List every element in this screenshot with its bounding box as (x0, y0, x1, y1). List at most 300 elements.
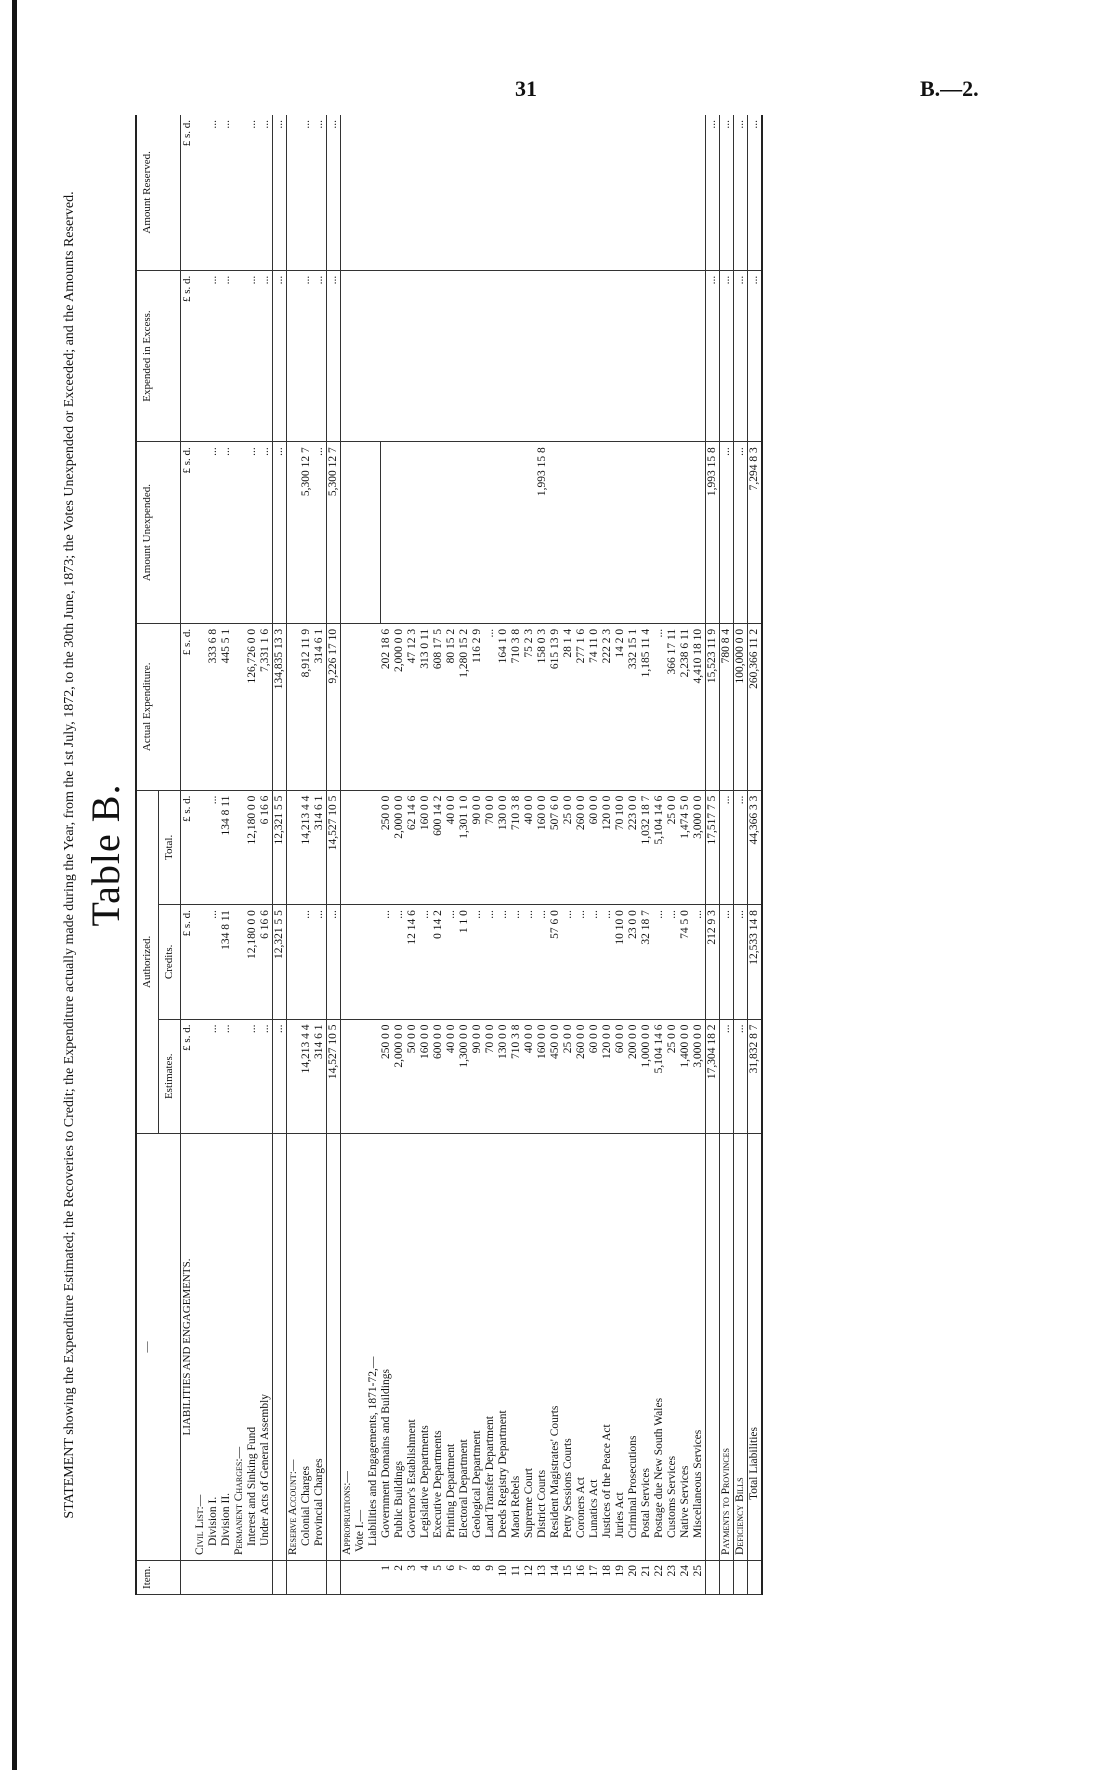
cell-credits: ... (588, 905, 601, 1019)
cell-estimates: ... (720, 1019, 734, 1133)
cell-estimates: ... (273, 1019, 287, 1133)
cell-actual: 9,226 17 10 (327, 623, 341, 790)
total-row (748, 115, 763, 1595)
cell-estimates: 160 0 0 (419, 1019, 432, 1133)
cell-total: 12,180 0 0 (246, 790, 259, 904)
unit-label: £ s. d. (181, 1019, 195, 1133)
cell-total: 600 14 2 (432, 790, 445, 904)
cell-credits: 6 16 6 (259, 905, 273, 1019)
cell-estimates: 5,104 14 6 (653, 1019, 666, 1133)
cell-actual: 1,280 15 2 (458, 623, 471, 790)
cell-actual: 333 6 8 (207, 623, 220, 790)
section-label-row (194, 115, 207, 1595)
cell-credits: ... (734, 905, 748, 1019)
item-number: 1 (380, 1561, 393, 1595)
cell-reserved: ... (720, 115, 734, 270)
cell-actual: 8,912 11 9 (300, 623, 313, 790)
table-body (181, 115, 381, 1595)
cell-credits: 134 8 11 (220, 905, 233, 1019)
header-estimates: Estimates. (159, 1019, 181, 1133)
cell-actual: 134,835 13 3 (273, 623, 287, 790)
cell-total: 17,517 7 5 (706, 790, 720, 904)
cell-estimates: 50 0 0 (406, 1019, 419, 1133)
header-credits: Credits. (159, 905, 181, 1019)
civil-list-label: Civil List:— (194, 1134, 207, 1561)
cell-actual: 2,238 6 11 (679, 623, 692, 790)
header-authorized: Authorized. (136, 790, 159, 1133)
cell-credits: ... (327, 905, 341, 1019)
cell-total: 130 0 0 (497, 790, 510, 904)
cell-total: 62 14 6 (406, 790, 419, 904)
table-row (246, 115, 259, 1595)
cell-excess: ... (246, 270, 259, 442)
cell-credits: ... (510, 905, 523, 1019)
cell-reserved: ... (273, 115, 287, 270)
cell-credits: ... (445, 905, 458, 1019)
cell-reserved: ... (300, 115, 313, 270)
row-label: Supreme Court (523, 1134, 536, 1561)
cell-actual: 366 17 11 (666, 623, 679, 790)
item-number: 6 (445, 1561, 458, 1595)
cell-credits: ... (601, 905, 614, 1019)
cell-actual: ... (653, 623, 666, 790)
cell-actual: 126,726 0 0 (246, 623, 259, 790)
cell-total: 160 0 0 (536, 790, 549, 904)
cell-excess: ... (313, 270, 327, 442)
cell-total: 25 0 0 (666, 790, 679, 904)
cell-actual: 277 1 6 (575, 623, 588, 790)
cell-credits: 212 9 3 (706, 905, 720, 1019)
item-number: 8 (471, 1561, 484, 1595)
row-label: Executive Departments (432, 1134, 445, 1561)
cell-actual: 158 0 3 (536, 623, 549, 790)
cell-estimates: 120 0 0 (601, 1019, 614, 1133)
cell-total: 134 8 11 (220, 790, 233, 904)
cell-excess: ... (748, 270, 763, 442)
cell-estimates: 70 0 0 (484, 1019, 497, 1133)
cell-reserved: ... (313, 115, 327, 270)
cell-credits: 12,533 14 8 (748, 905, 763, 1019)
row-label: Petty Sessions Courts (562, 1134, 575, 1561)
cell-total: 90 0 0 (471, 790, 484, 904)
item-number: 10 (497, 1561, 510, 1595)
table-row (720, 115, 734, 1595)
row-label: Provincial Charges (313, 1134, 327, 1561)
unit-label: £ s. d. (181, 623, 195, 790)
cell-unexpended: 5,300 12 7 (327, 442, 341, 624)
cell-reserved: ... (207, 115, 220, 270)
unit-label: £ s. d. (181, 270, 195, 442)
cell-actual: 445 5 1 (220, 623, 233, 790)
cell-estimates: 2,000 0 0 (393, 1019, 406, 1133)
cell-actual: 615 13 9 (549, 623, 562, 790)
cell-unexpended-grouped: 1,993 15 8 (380, 442, 706, 624)
page-reference: B.—2. (920, 76, 979, 101)
cell-reserved: ... (246, 115, 259, 270)
cell-excess: ... (706, 270, 720, 442)
cell-actual: 74 11 0 (588, 623, 601, 790)
item-number: 2 (393, 1561, 406, 1595)
cell-credits: 57 6 0 (549, 905, 562, 1019)
item-number: 22 (653, 1561, 666, 1595)
cell-total: 12,321 5 5 (273, 790, 287, 904)
cell-credits: ... (720, 905, 734, 1019)
appropriation-rows (380, 115, 706, 1595)
item-number: 21 (640, 1561, 653, 1595)
row-label: Governor's Establishment (406, 1134, 419, 1561)
item-number: 11 (510, 1561, 523, 1595)
cell-actual: 260,366 11 2 (748, 623, 763, 790)
row-label: Justices of the Peace Act (601, 1134, 614, 1561)
cell-total: 120 0 0 (601, 790, 614, 904)
cell-unexpended: ... (313, 442, 327, 624)
cell-estimates: 450 0 0 (549, 1019, 562, 1133)
cell-estimates: 1,000 0 0 (640, 1019, 653, 1133)
cell-total: 25 0 0 (562, 790, 575, 904)
item-number: 14 (549, 1561, 562, 1595)
row-label: Legislative Departments (419, 1134, 432, 1561)
cell-credits: ... (207, 905, 220, 1019)
cell-estimates: 14,213 4 4 (300, 1019, 313, 1133)
cell-total: 40 0 0 (445, 790, 458, 904)
liabilities-sub-label: Liabilities and Engagements, 1871-72,— (367, 1134, 380, 1561)
page-number: 31 (515, 76, 537, 101)
section-label-row (233, 115, 246, 1595)
table-row (220, 115, 233, 1595)
cell-credits: ... (666, 905, 679, 1019)
cell-estimates: 17,304 18 2 (706, 1019, 720, 1133)
cell-credits: 10 10 0 (614, 905, 627, 1019)
rotated-page-content (60, 115, 960, 1595)
cell-reserved: ... (734, 115, 748, 270)
item-number: 19 (614, 1561, 627, 1595)
cell-credits: ... (313, 905, 327, 1019)
reserve-account-label: Reserve Account:— (287, 1134, 301, 1561)
cell-excess (380, 270, 706, 442)
row-label: Electoral Department (458, 1134, 471, 1561)
cell-actual: 222 2 3 (601, 623, 614, 790)
cell-actual: 314 6 1 (313, 623, 327, 790)
cell-actual: 100,000 0 0 (734, 623, 748, 790)
item-number: 3 (406, 1561, 419, 1595)
cell-total: 507 6 0 (549, 790, 562, 904)
cell-total: 2,000 0 0 (393, 790, 406, 904)
cell-unexpended: 7,294 8 3 (748, 442, 763, 624)
row-label: Native Services (679, 1134, 692, 1561)
cell-estimates: 31,832 8 7 (748, 1019, 763, 1133)
cell-total: 14,527 10 5 (327, 790, 341, 904)
item-number: 25 (692, 1561, 706, 1595)
header-excess: Expended in Excess. (136, 270, 181, 442)
table-footer-body (706, 115, 763, 1595)
table-row (380, 115, 393, 1595)
cell-actual: 15,523 11 9 (706, 623, 720, 790)
cell-actual: 710 3 8 (510, 623, 523, 790)
cell-excess: ... (327, 270, 341, 442)
cell-estimates: 25 0 0 (666, 1019, 679, 1133)
item-number: 5 (432, 1561, 445, 1595)
item-number: 7 (458, 1561, 471, 1595)
row-label: Deficiency Bills (734, 1134, 748, 1561)
row-label: Juries Act (614, 1134, 627, 1561)
cell-credits: ... (692, 905, 706, 1019)
cell-reserved: ... (220, 115, 233, 270)
row-label: Printing Department (445, 1134, 458, 1561)
cell-excess: ... (207, 270, 220, 442)
scan-edge-bar (12, 0, 17, 1770)
row-label: Customs Services (666, 1134, 679, 1561)
cell-credits: 74 5 0 (679, 905, 692, 1019)
row-label: Public Buildings (393, 1134, 406, 1561)
cell-total: 260 0 0 (575, 790, 588, 904)
row-label: Interest and Sinking Fund (246, 1134, 259, 1561)
cell-actual: 28 1 4 (562, 623, 575, 790)
row-label: Total Liabilities (748, 1134, 763, 1561)
cell-credits: ... (471, 905, 484, 1019)
row-label: Land Transfer Department (484, 1134, 497, 1561)
cell-total: ... (720, 790, 734, 904)
row-label: Criminal Prosecutions (627, 1134, 640, 1561)
cell-estimates: 1,400 0 0 (679, 1019, 692, 1133)
cell-reserved: ... (706, 115, 720, 270)
cell-estimates: 60 0 0 (588, 1019, 601, 1133)
section-label-row (367, 115, 380, 1595)
cell-unexpended: ... (734, 442, 748, 624)
cell-estimates: 250 0 0 (380, 1019, 393, 1133)
row-label: Resident Magistrates' Courts (549, 1134, 562, 1561)
cell-total: ... (207, 790, 220, 904)
row-label: Maori Rebels (510, 1134, 523, 1561)
item-number: 9 (484, 1561, 497, 1595)
cell-credits: ... (393, 905, 406, 1019)
cell-actual: 332 15 1 (627, 623, 640, 790)
cell-estimates: ... (207, 1019, 220, 1133)
item-number: 16 (575, 1561, 588, 1595)
cell-actual: 7,331 1 6 (259, 623, 273, 790)
cell-credits: 32 18 7 (640, 905, 653, 1019)
cell-total: 1,301 1 0 (458, 790, 471, 904)
table-row (734, 115, 748, 1595)
statement-caption: STATEMENT showing the Expenditure Estimated; the Recoveries to Credit; the Expenditure actually made during the Year, from the 1st July, 1872, to the 30th June, 1873; the Votes Unexpended or Exceeded; and the Amounts Reserved. (62, 191, 77, 1519)
cell-credits: 0 14 2 (432, 905, 445, 1019)
cell-reserved: ... (327, 115, 341, 270)
cell-unexpended: 1,993 15 8 (706, 442, 720, 624)
cell-credits: 12,180 0 0 (246, 905, 259, 1019)
cell-credits: ... (380, 905, 393, 1019)
cell-total: 5,104 14 6 (653, 790, 666, 904)
item-number: 12 (523, 1561, 536, 1595)
item-number: 23 (666, 1561, 679, 1595)
item-number: 4 (419, 1561, 432, 1595)
cell-actual: 14 2 0 (614, 623, 627, 790)
item-number: 24 (679, 1561, 692, 1595)
cell-actual: 780 8 4 (720, 623, 734, 790)
cell-estimates: ... (734, 1019, 748, 1133)
cell-estimates: 90 0 0 (471, 1019, 484, 1133)
row-label: Payments to Provinces (720, 1134, 734, 1561)
cell-total: 14,213 4 4 (300, 790, 313, 904)
cell-credits: 12,321 5 5 (273, 905, 287, 1019)
table-row (207, 115, 220, 1595)
cell-estimates: 200 0 0 (627, 1019, 640, 1133)
section-label-row (341, 115, 355, 1595)
cell-credits: ... (497, 905, 510, 1019)
unit-label: £ s. d. (181, 790, 195, 904)
cell-actual: 2,000 0 0 (393, 623, 406, 790)
cell-estimates: 260 0 0 (575, 1019, 588, 1133)
cell-total: 160 0 0 (419, 790, 432, 904)
cell-total: 70 10 0 (614, 790, 627, 904)
cell-estimates: 160 0 0 (536, 1019, 549, 1133)
cell-total: 223 0 0 (627, 790, 640, 904)
cell-estimates: 130 0 0 (497, 1019, 510, 1133)
cell-credits: ... (484, 905, 497, 1019)
cell-total: 1,032 18 7 (640, 790, 653, 904)
table-row (259, 115, 273, 1595)
item-number: 17 (588, 1561, 601, 1595)
cell-credits: ... (562, 905, 575, 1019)
cell-estimates: 40 0 0 (445, 1019, 458, 1133)
cell-total: 40 0 0 (523, 790, 536, 904)
item-number: 18 (601, 1561, 614, 1595)
cell-credits: ... (523, 905, 536, 1019)
row-label: Division II. (220, 1134, 233, 1561)
cell-estimates: 14,527 10 5 (327, 1019, 341, 1133)
header-unexpended: Amount Unexpended. (136, 442, 181, 624)
cell-credits: ... (653, 905, 666, 1019)
cell-estimates: ... (220, 1019, 233, 1133)
cell-estimates: ... (259, 1019, 273, 1133)
cell-credits: ... (300, 905, 313, 1019)
row-label: Division I. (207, 1134, 220, 1561)
cell-estimates: 314 6 1 (313, 1019, 327, 1133)
item-number: 13 (536, 1561, 549, 1595)
header-reserved: Amount Reserved. (136, 115, 181, 270)
row-label: District Courts (536, 1134, 549, 1561)
cell-unexpended: ... (220, 442, 233, 624)
row-label: Postal Services (640, 1134, 653, 1561)
appropriations-label: Appropriations:— (341, 1134, 355, 1561)
item-number: 15 (562, 1561, 575, 1595)
cell-unexpended: ... (720, 442, 734, 624)
row-label: Coroners Act (575, 1134, 588, 1561)
cell-estimates: 60 0 0 (614, 1019, 627, 1133)
units-row (181, 115, 195, 1595)
row-label: Postage due New South Wales (653, 1134, 666, 1561)
cell-unexpended: ... (259, 442, 273, 624)
cell-estimates: 3,000 0 0 (692, 1019, 706, 1133)
cell-total: 3,000 0 0 (692, 790, 706, 904)
cell-unexpended: ... (207, 442, 220, 624)
row-label: Lunatics Act (588, 1134, 601, 1561)
cell-actual: 608 17 5 (432, 623, 445, 790)
unit-label: £ s. d. (181, 442, 195, 624)
cell-credits: 23 0 0 (627, 905, 640, 1019)
header-total: Total. (159, 790, 181, 904)
cell-actual: 313 0 11 (419, 623, 432, 790)
cell-excess: ... (273, 270, 287, 442)
header-description: — (136, 1134, 181, 1561)
subtotal-row (327, 115, 341, 1595)
cell-actual: 116 2 9 (471, 623, 484, 790)
row-label: Deeds Registry Department (497, 1134, 510, 1561)
unit-label: £ s. d. (181, 905, 195, 1019)
cell-credits: 1 1 0 (458, 905, 471, 1019)
subtotal-row (273, 115, 287, 1595)
cell-estimates: ... (246, 1019, 259, 1133)
cell-credits: ... (536, 905, 549, 1019)
row-label: Government Domains and Buildings (380, 1134, 393, 1561)
cell-actual: 1,185 11 4 (640, 623, 653, 790)
cell-unexpended: 5,300 12 7 (300, 442, 313, 624)
cell-total: ... (734, 790, 748, 904)
cell-credits: ... (419, 905, 432, 1019)
row-label: Miscellaneous Services (692, 1134, 706, 1561)
vote-label: Vote I.— (354, 1134, 367, 1561)
cell-actual: 47 12 3 (406, 623, 419, 790)
row-label: Under Acts of General Assembly (259, 1134, 273, 1561)
cell-actual: 164 1 0 (497, 623, 510, 790)
cell-credits: 12 14 6 (406, 905, 419, 1019)
cell-total: 1,474 5 0 (679, 790, 692, 904)
table-row (300, 115, 313, 1595)
expenditure-table (135, 115, 763, 1595)
section-label-row (354, 115, 367, 1595)
liabilities-heading: LIABILITIES AND ENGAGEMENTS. (181, 1134, 195, 1561)
cell-credits: ... (575, 905, 588, 1019)
row-label: Geological Department (471, 1134, 484, 1561)
cell-excess: ... (220, 270, 233, 442)
row-label: Colonial Charges (300, 1134, 313, 1561)
cell-estimates: 25 0 0 (562, 1019, 575, 1133)
table-title: Table B. (83, 783, 128, 927)
cell-estimates: 600 0 0 (432, 1019, 445, 1133)
unit-label: £ s. d. (181, 115, 195, 270)
cell-excess: ... (720, 270, 734, 442)
cell-unexpended: ... (246, 442, 259, 624)
header-actual: Actual Expenditure. (136, 623, 181, 790)
cell-total: 314 6 1 (313, 790, 327, 904)
cell-reserved: ... (748, 115, 763, 270)
cell-reserved (380, 115, 706, 270)
cell-actual: ... (484, 623, 497, 790)
section-label-row (287, 115, 301, 1595)
cell-excess: ... (300, 270, 313, 442)
permanent-charges-label: Permanent Charges:— (233, 1134, 246, 1561)
cell-estimates: 40 0 0 (523, 1019, 536, 1133)
cell-total: 6 16 6 (259, 790, 273, 904)
cell-unexpended: ... (273, 442, 287, 624)
cell-total: 60 0 0 (588, 790, 601, 904)
cell-actual: 202 18 6 (380, 623, 393, 790)
cell-total: 710 3 8 (510, 790, 523, 904)
cell-total: 44,366 3 3 (748, 790, 763, 904)
cell-excess: ... (259, 270, 273, 442)
item-number: 20 (627, 1561, 640, 1595)
cell-total: 250 0 0 (380, 790, 393, 904)
cell-estimates: 1,300 0 0 (458, 1019, 471, 1133)
cell-actual: 75 2 3 (523, 623, 536, 790)
cell-actual: 4,410 18 10 (692, 623, 706, 790)
cell-reserved: ... (259, 115, 273, 270)
cell-actual: 80 15 2 (445, 623, 458, 790)
table-row (313, 115, 327, 1595)
cell-estimates: 710 3 8 (510, 1019, 523, 1133)
subtotal-row (706, 115, 720, 1595)
cell-excess: ... (734, 270, 748, 442)
cell-total: 70 0 0 (484, 790, 497, 904)
header-item: Item. (136, 1561, 181, 1595)
